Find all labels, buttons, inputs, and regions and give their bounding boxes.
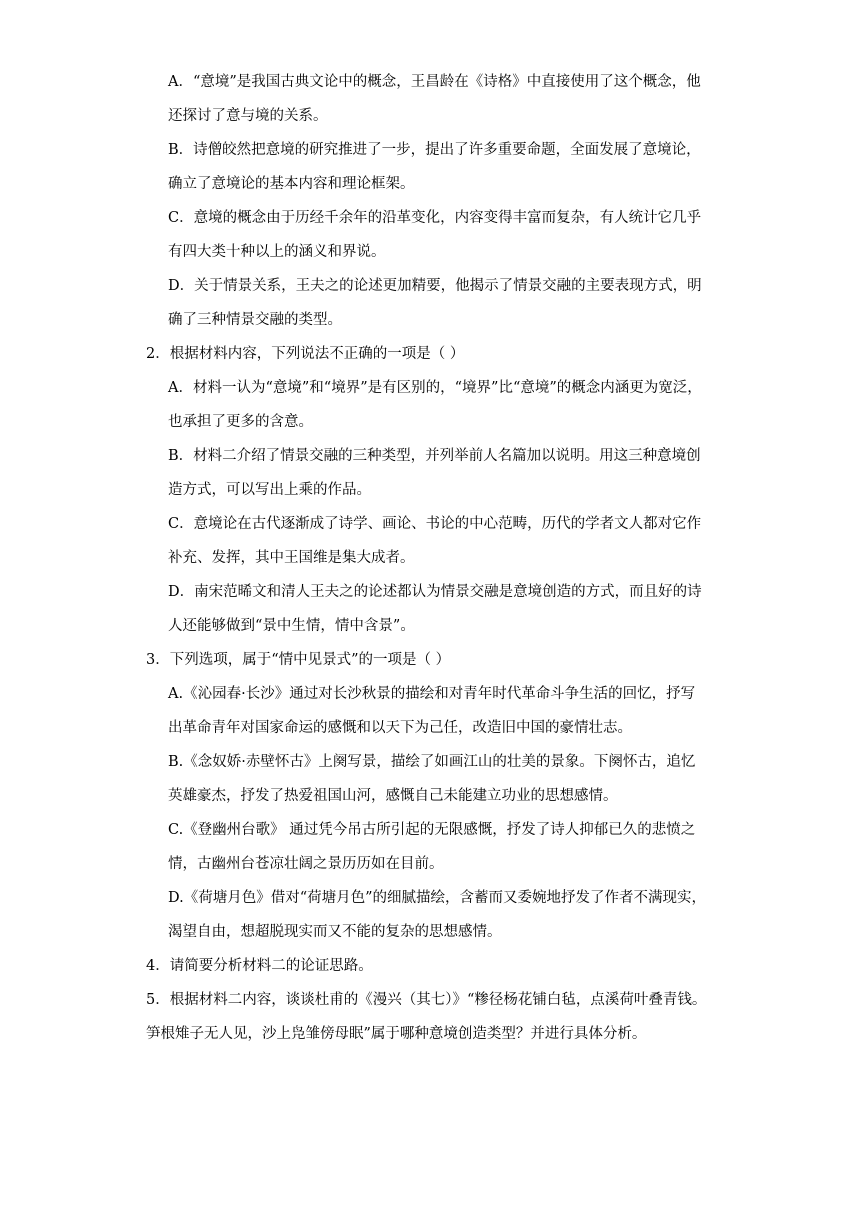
q1-option-a-cont: 还探讨了意与境的关系。 <box>168 108 328 124</box>
q3-option-d: D.《荷塘月色》借对“荷塘月色”的细腻描绘，含蓄而又委婉地抒发了作者不满现实， <box>168 890 707 906</box>
q1-option-a: A．“意境”是我国古典文论中的概念，王昌龄在《诗格》中直接使用了这个概念，他 <box>168 74 701 90</box>
q2-option-c: C．意境论在古代逐渐成了诗学、画论、书论的中心范畴，历代的学者文人都对它作 <box>168 516 702 532</box>
q2-option-b: B．材料二介绍了情景交融的三种类型，并列举前人名篇加以说明。用这三种意境创 <box>168 448 701 464</box>
q2-option-d-cont: 人还能够做到“景中生情，情中含景”。 <box>168 618 415 634</box>
q1-option-b: B．诗僧皎然把意境的研究推进了一步，提出了许多重要命题，全面发展了意境论， <box>168 142 701 158</box>
q3-option-b: B.《念奴娇·赤壁怀古》上阕写景，描绘了如画江山的壮美的景象。下阕怀古，追忆 <box>168 754 696 770</box>
q2-option-c-cont: 补充、发挥，其中王国维是集大成者。 <box>168 550 415 566</box>
q3-option-c: C.《登幽州台歌》 通过凭今吊古所引起的无限感慨，抒发了诗人抑郁已久的悲愤之 <box>168 822 696 838</box>
q1-option-c-cont: 有四大类十种以上的涵义和界说。 <box>168 244 386 260</box>
q3-option-a-cont: 出革命青年对国家命运的感慨和以天下为己任，改造旧中国的豪情壮志。 <box>168 720 632 736</box>
q3-option-d-cont: 渴望自由，想超脱现实而又不能的复杂的思想感情。 <box>168 924 502 940</box>
q1-option-c: C．意境的概念由于历经千余年的沿革变化，内容变得丰富而复杂，有人统计它几乎 <box>168 210 702 226</box>
question-5-cont: 笋根雉子无人见，沙上凫雏傍母眠”属于哪种意境创造类型？并进行具体分析。 <box>146 1026 647 1042</box>
q2-option-a-cont: 也承担了更多的含意。 <box>168 414 313 430</box>
q1-option-d: D．关于情景关系，王夫之的论述更加精要，他揭示了情景交融的主要表现方式，明 <box>168 278 702 294</box>
q2-option-d: D．南宋范晞文和清人王夫之的论述都认为情景交融是意境创造的方式，而且好的诗 <box>168 584 702 600</box>
q3-option-b-cont: 英雄豪杰，抒发了热爱祖国山河，感慨自己未能建立功业的思想感情。 <box>168 788 618 804</box>
q1-option-b-cont: 确立了意境论的基本内容和理论框架。 <box>168 176 415 192</box>
q3-option-c-cont: 情，古幽州台苍凉壮阔之景历历如在目前。 <box>168 856 444 872</box>
question-2: 2．根据材料内容，下列说法不正确的一项是（ ） <box>146 346 465 362</box>
q1-option-d-cont: 确了三种情景交融的类型。 <box>168 312 342 328</box>
q2-option-b-cont: 造方式，可以写出上乘的作品。 <box>168 482 371 498</box>
question-3: 3．下列选项，属于“情中见景式”的一项是（ ） <box>146 652 451 668</box>
question-4: 4．请简要分析材料二的论证思路。 <box>146 958 373 974</box>
q2-option-a: A．材料一认为“意境”和“境界”是有区别的，“境界”比“意境”的概念内涵更为宽泛， <box>168 380 702 396</box>
q3-option-a: A.《沁园春·长沙》通过对长沙秋景的描绘和对青年时代革命斗争生活的回忆，抒写 <box>168 686 696 702</box>
question-5: 5．根据材料二内容，谈谈杜甫的《漫兴（其七）》“糁径杨花铺白毡，点溪荷叶叠青钱。 <box>146 992 707 1008</box>
